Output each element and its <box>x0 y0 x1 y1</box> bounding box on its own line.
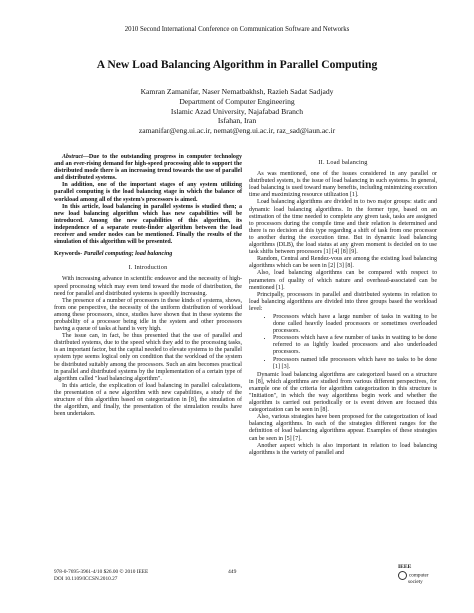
intro-paragraph-2: The presence of a number of processors in these kinds of systems, shows, from one perspective, the necessity of the uniform distribution of workload among these processors, since, studies have shown that in these systems the probability of a processor being idle in the system and other processors having a queue of tasks at hand is very high. <box>54 297 242 333</box>
list-item: • Processors which have a few number of tasks in waiting to be done referred to as lightly loaded processors and also underloaded processors. <box>273 335 437 356</box>
processor-type-list <box>249 314 437 371</box>
footer-copyright <box>54 569 148 582</box>
author-block <box>0 87 474 136</box>
author-location: Isfahan, Iran <box>217 116 257 126</box>
footer-doi: DOI 10.1109/ICCSN.2010.27 <box>54 575 118 582</box>
author-emails: zamanifar@eng.ui.ac.ir, nemat@eng.ui.ac.ir, raz_sad@iaun.ac.ir <box>138 126 336 136</box>
intro-paragraph-3: The issue can, in fact, be thus presented that the use of parallel and distributed systems, due to the speed which they add to the processing tasks, is an important factor, but the capital needed to elevate systems to the parallel system type seems logical only on condition that the workload of the system be distributed suitably among the processors. Such an aim becomes practical in parallel and distributed systems by the implementation of a certain type of algorithm called "load balancing algorithm". <box>54 333 242 382</box>
intro-paragraph-4: In this article, the explication of load balancing in parallel calculations, the presentation of a new algorithm with new capabilities, a study of the structure of this algorithm based on categorization in [8], the simulation of the algorithm, and finally, the presentation of the simulation results have been undertaken. <box>54 382 242 418</box>
abstract-paragraph-2: In addition, one of the important stages of any system utilizing parallel computing is the load balancing stage in which the balance of workload among all of the system's processors is aimed. <box>54 182 242 203</box>
logo-line-2: computer <box>398 571 429 580</box>
author-names: Kamran Zamanifar, Naser Nematbakhsh, Razieh Sadat Sadjady <box>140 87 334 96</box>
abstract-paragraph-1: Abstract—Due to the outstanding progress in computer technology and an ever-rising demand for high-speed processing able to support the distributed mode there is an increasing trend towards the use of parallel and distributed systems. <box>54 154 242 182</box>
ieee-computer-society-logo <box>398 565 429 585</box>
keywords <box>54 251 242 258</box>
lb-paragraph-4: Also, load balancing algorithms can be compared with respect to parameters of quality of which nature and overhead-associated can be mentioned [1]. <box>249 270 437 291</box>
keywords-text: Parallel computing; load balancing <box>82 251 173 258</box>
list-item: • Processors which have a large number of tasks in waiting to be done called heavily loaded processors or sometimes overloaded processors. <box>273 314 437 335</box>
footer-isbn: 978-0-7695-3961-4/10 $26.00 © 2010 IEEE <box>54 569 149 575</box>
page-number: 449 <box>228 569 237 575</box>
abstract-paragraph-3: In this article, load balancing in parallel systems is studied then; a new load balancing algorithm which has new capabilities will be introduced. Among the new capabilities of this algorithm, its independence of a separate route-finder algorithm between the load receiver and sender nodes can be mentioned. Finally the results of the simulation of this algorithm will be presented. <box>54 203 242 246</box>
lb-paragraph-8: Another aspect which is also important in relation to load balancing algorithms is the variety of parallel and <box>249 442 437 456</box>
list-item: • Processors named idle processors which have no tasks to be done [1] [3]. <box>273 357 437 371</box>
logo-line-3: society <box>408 578 423 585</box>
right-column <box>249 159 437 457</box>
ieee-logo-icon <box>398 571 407 580</box>
lb-paragraph-3: Random, Central and Rendez-vous are among the existing load balancing algorithms which can be seen in [2] [3] [8]. <box>249 256 437 270</box>
lb-paragraph-6: Dynamic load balancing algorithms are categorized based on a structure in [8], which algorithms are studied from various different perspectives, for example one of the criteria for algorithm categorization in this structure is "Initiation", in which the way algorithms begin work and whether the algorithm is carried out periodically or is event driven are focused this categorization can be seen in [8]. <box>249 371 437 414</box>
lb-paragraph-1: As was mentioned, one of the issues considered in any parallel or distributed system, is the issue of load balancing in such systems. In general, load balancing is used toward many benefits, including minimizing execution time and maximizing resource utilization [1]. <box>249 171 437 199</box>
logo-ieee-text: IEEE <box>398 564 412 570</box>
lb-paragraph-2: Load balancing algorithms are divided in to two major groups: static and dynamic load balancing algorithms. In the former type, based on an estimation of the time needed to complete any given task, tasks are assigned to processors during the compile time and their relation is determined and there is no decision at this type regarding a shift of task from one processor to another during the execution time. But in dynamic load balancing algorithms (DLB), the load status at any given moment is decided on to use task shifts between processors [1] [4] [8] [9]. <box>249 199 437 256</box>
author-department: Department of Computer Engineering <box>179 96 295 106</box>
author-university: Islamic Azad University, Najafabad Branch <box>170 106 304 116</box>
intro-paragraph-1: With increasing advance in scientific endeavor and the necessity of high-speed processing which may even tend toward the mode of distribution, the need for parallel and distributed systems is speedily increasing. <box>54 276 242 297</box>
left-column <box>54 154 242 418</box>
abstract-label: Abstract <box>62 154 83 160</box>
conference-header: 2010 Second International Conference on Communication Software and Networks <box>124 26 350 33</box>
lb-paragraph-5: Principally, processors in parallel and distributed systems in relation to load balancing algorithms are divided into three groups based the workload level: <box>249 291 437 312</box>
lb-paragraph-7: Also, various strategies have been proposed for the categorization of load balancing algorithms. In each of the strategies different ranges for the definition of load balancing algorithms appear. Examples of these strategies can be seen in [5] [7]. <box>249 414 437 442</box>
section-heading-load-balancing: II. Load balancing <box>318 159 368 166</box>
keywords-label: Keywords- <box>54 251 83 258</box>
section-heading-introduction: I. Introduction <box>128 264 168 272</box>
paper-title: A New Load Balancing Algorithm in Parallel Computing <box>96 58 378 71</box>
